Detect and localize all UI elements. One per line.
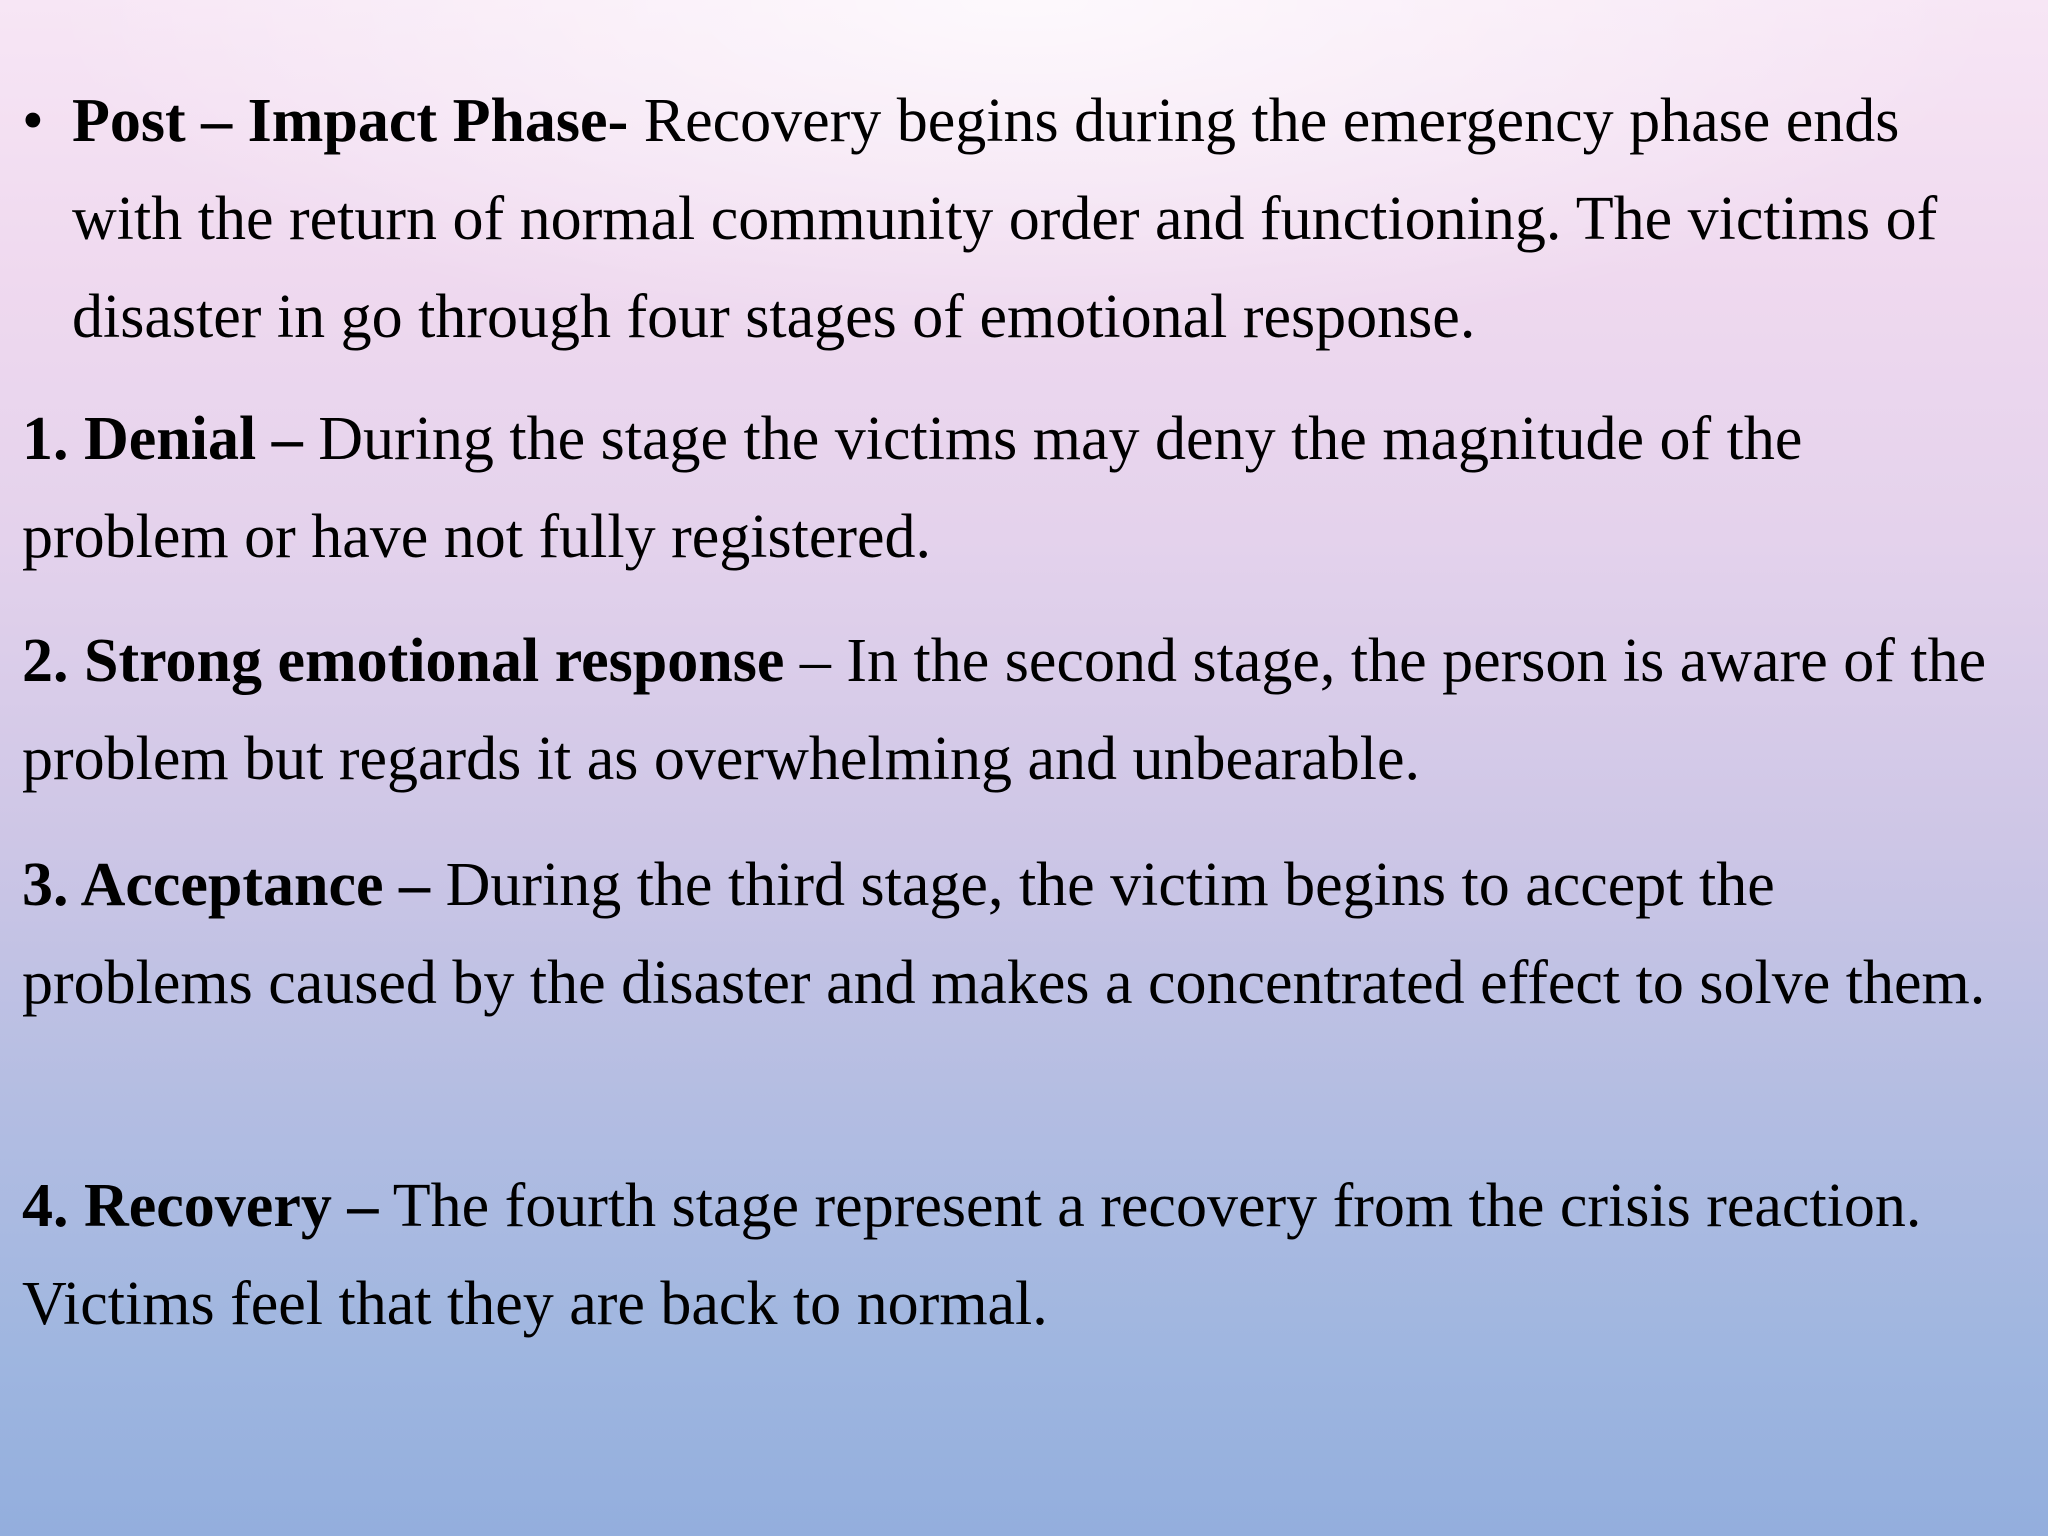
stage-title: 2. Strong emotional response xyxy=(22,627,785,695)
stage-text: The fourth stage represent a recovery from the crisis reaction. Victims feel that they are back to normal. xyxy=(22,1172,1922,1338)
stage-title: 1. Denial – xyxy=(22,405,303,473)
stage-acceptance xyxy=(22,836,2012,1032)
bullet-paragraph xyxy=(72,72,2012,366)
stage-text: During the third stage, the victim begins to accept the problems caused by the disaster and makes a concentrated effect to solve them. xyxy=(22,851,1986,1017)
stage-strong-emotional-response xyxy=(22,612,2012,808)
bullet-dot-icon: • xyxy=(22,87,44,155)
stage-denial xyxy=(22,390,2012,586)
stage-text: During the stage the victims may deny the magnitude of the problem or have not fully registered. xyxy=(22,405,1803,571)
post-impact-bullet xyxy=(22,72,2012,366)
stage-recovery xyxy=(22,1157,2012,1353)
stage-text: – In the second stage, the person is aware of the problem but regards it as overwhelming and unbearable. xyxy=(22,627,1987,793)
bullet-title: Post – Impact Phase- xyxy=(72,87,629,155)
stage-title: 4. Recovery – xyxy=(22,1172,379,1240)
stage-title: 3. Acceptance – xyxy=(22,851,431,919)
bullet-body: Recovery begins during the emergency phase ends with the return of normal community order and functioning. The victims of disaster in go through four stages of emotional response. xyxy=(72,87,1938,351)
